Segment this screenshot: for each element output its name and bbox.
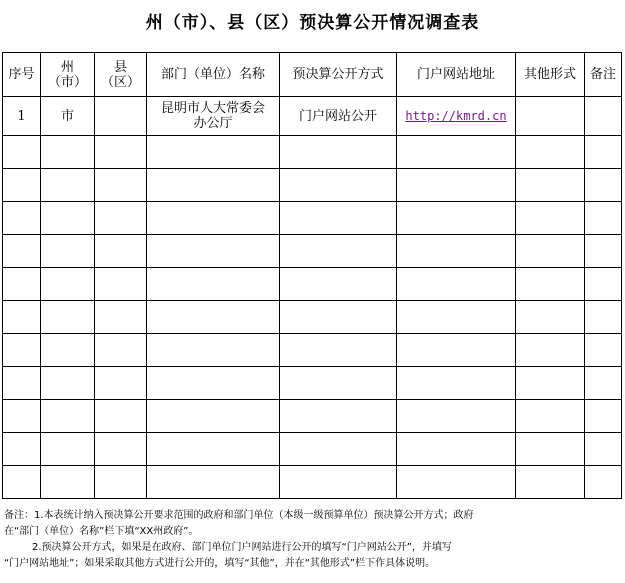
cell-method	[280, 235, 397, 268]
cell-seq	[3, 301, 41, 334]
cell-prefecture	[41, 136, 95, 169]
cell-prefecture	[41, 433, 95, 466]
cell-dept	[147, 235, 280, 268]
cell-prefecture	[41, 301, 95, 334]
cell-prefecture	[41, 169, 95, 202]
cell-prefecture	[41, 202, 95, 235]
cell-county	[95, 301, 147, 334]
cell-prefecture	[41, 268, 95, 301]
header-portal-label: 门户网站地址	[416, 67, 495, 82]
cell-remark	[585, 169, 622, 202]
cell-county	[95, 97, 147, 136]
cell-seq	[3, 202, 41, 235]
cell-other	[516, 202, 585, 235]
cell-county	[95, 367, 147, 400]
cell-dept	[147, 97, 280, 136]
cell-remark	[585, 268, 622, 301]
header-county-line1: 县	[113, 59, 127, 75]
survey-table	[2, 52, 622, 499]
cell-portal	[397, 202, 516, 235]
cell-seq	[3, 367, 41, 400]
cell-remark	[585, 334, 622, 367]
cell-method	[280, 169, 397, 202]
header-seq	[3, 53, 41, 97]
cell-county	[95, 202, 147, 235]
cell-portal	[397, 334, 516, 367]
header-dept	[147, 53, 280, 97]
header-county	[95, 53, 147, 97]
cell-other	[516, 334, 585, 367]
table-row	[3, 136, 622, 169]
cell-seq	[3, 433, 41, 466]
cell-remark	[585, 97, 622, 136]
header-portal	[397, 53, 516, 97]
table-row	[3, 169, 622, 202]
cell-county	[95, 169, 147, 202]
cell-other	[516, 367, 585, 400]
header-row	[3, 53, 622, 97]
cell-dept-line1: 昆明市人大常委会	[160, 101, 265, 116]
cell-portal	[397, 301, 516, 334]
cell-seq: 1	[3, 97, 41, 136]
table-row	[3, 202, 622, 235]
cell-dept	[147, 367, 280, 400]
table-row	[3, 235, 622, 268]
cell-portal	[397, 136, 516, 169]
cell-other	[516, 235, 585, 268]
table-row	[3, 400, 622, 433]
page-title: 州（市）、县（区）预决算公开情况调查表	[145, 13, 480, 33]
cell-dept	[147, 433, 280, 466]
header-other	[516, 53, 585, 97]
cell-county	[95, 268, 147, 301]
cell-portal	[397, 400, 516, 433]
cell-dept	[147, 301, 280, 334]
cell-county	[95, 433, 147, 466]
cell-portal	[397, 268, 516, 301]
cell-method	[280, 136, 397, 169]
cell-remark	[585, 235, 622, 268]
header-other-label: 其他形式	[523, 67, 576, 82]
cell-portal	[397, 367, 516, 400]
cell-portal	[397, 235, 516, 268]
notes	[4, 508, 620, 572]
cell-method	[280, 433, 397, 466]
cell-portal	[397, 433, 516, 466]
cell-remark	[585, 433, 622, 466]
cell-dept	[147, 136, 280, 169]
cell-remark	[585, 301, 622, 334]
cell-method	[280, 466, 397, 499]
cell-method	[280, 268, 397, 301]
cell-remark	[585, 136, 622, 169]
cell-other	[516, 97, 585, 136]
cell-other	[516, 169, 585, 202]
table-row	[3, 367, 622, 400]
cell-prefecture	[41, 334, 95, 367]
cell-remark	[585, 367, 622, 400]
header-seq-label: 序号	[8, 67, 35, 82]
table-row	[3, 433, 622, 466]
header-remark	[585, 53, 622, 97]
table-row	[3, 97, 622, 136]
cell-other	[516, 136, 585, 169]
note-line-3: 2.预决算公开方式，如果是在政府、部门单位门户网站进行公开的填写“门户网站公开”，并填写	[32, 542, 452, 553]
cell-seq	[3, 235, 41, 268]
header-remark-label: 备注	[589, 67, 616, 82]
cell-other	[516, 400, 585, 433]
cell-method	[280, 400, 397, 433]
cell-dept	[147, 169, 280, 202]
cell-seq	[3, 466, 41, 499]
cell-county	[95, 334, 147, 367]
note-line-1: 备注：1.本表统计纳入预决算公开要求范围的政府和部门单位（本级一级预算单位）预决算公开方式；政府	[4, 510, 474, 521]
cell-remark	[585, 202, 622, 235]
cell-other	[516, 268, 585, 301]
cell-county	[95, 466, 147, 499]
cell-prefecture	[41, 466, 95, 499]
header-method	[280, 53, 397, 97]
cell-other	[516, 433, 585, 466]
cell-portal	[397, 169, 516, 202]
cell-method	[280, 202, 397, 235]
cell-portal	[397, 97, 516, 136]
cell-seq	[3, 400, 41, 433]
cell-method	[280, 334, 397, 367]
cell-dept	[147, 400, 280, 433]
header-prefecture-line2: （市）	[47, 74, 87, 90]
note-line-2: 在“部门（单位）名称”栏下填“XX州政府”。	[4, 526, 199, 537]
cell-seq	[3, 334, 41, 367]
cell-dept-line2: 办公厅	[193, 116, 233, 131]
note-line-4: “门户网站地址”；如果采取其他方式进行公开的，填写“其他”，并在“其他形式”栏下作具体说明。	[4, 558, 436, 569]
cell-other	[516, 301, 585, 334]
cell-prefecture: 市	[41, 97, 95, 136]
cell-county	[95, 136, 147, 169]
cell-method: 门户网站公开	[280, 97, 397, 136]
cell-method	[280, 301, 397, 334]
cell-prefecture	[41, 235, 95, 268]
cell-portal	[397, 466, 516, 499]
header-county-line2: （区）	[100, 74, 140, 90]
cell-seq	[3, 136, 41, 169]
portal-link[interactable]: http://kmrd.cn	[405, 108, 507, 123]
cell-other	[516, 466, 585, 499]
cell-seq	[3, 169, 41, 202]
cell-county	[95, 235, 147, 268]
cell-dept	[147, 334, 280, 367]
cell-county	[95, 400, 147, 433]
header-dept-label: 部门（单位）名称	[160, 67, 265, 82]
cell-seq	[3, 268, 41, 301]
table-row	[3, 301, 622, 334]
cell-method	[280, 367, 397, 400]
header-prefecture	[41, 53, 95, 97]
table-row	[3, 466, 622, 499]
cell-prefecture	[41, 400, 95, 433]
cell-dept	[147, 202, 280, 235]
cell-dept	[147, 268, 280, 301]
cell-prefecture	[41, 367, 95, 400]
cell-remark	[585, 466, 622, 499]
cell-dept	[147, 466, 280, 499]
header-method-label: 预决算公开方式	[292, 67, 384, 82]
header-prefecture-line1: 州	[60, 59, 74, 75]
table-row	[3, 334, 622, 367]
cell-remark	[585, 400, 622, 433]
table-row	[3, 268, 622, 301]
